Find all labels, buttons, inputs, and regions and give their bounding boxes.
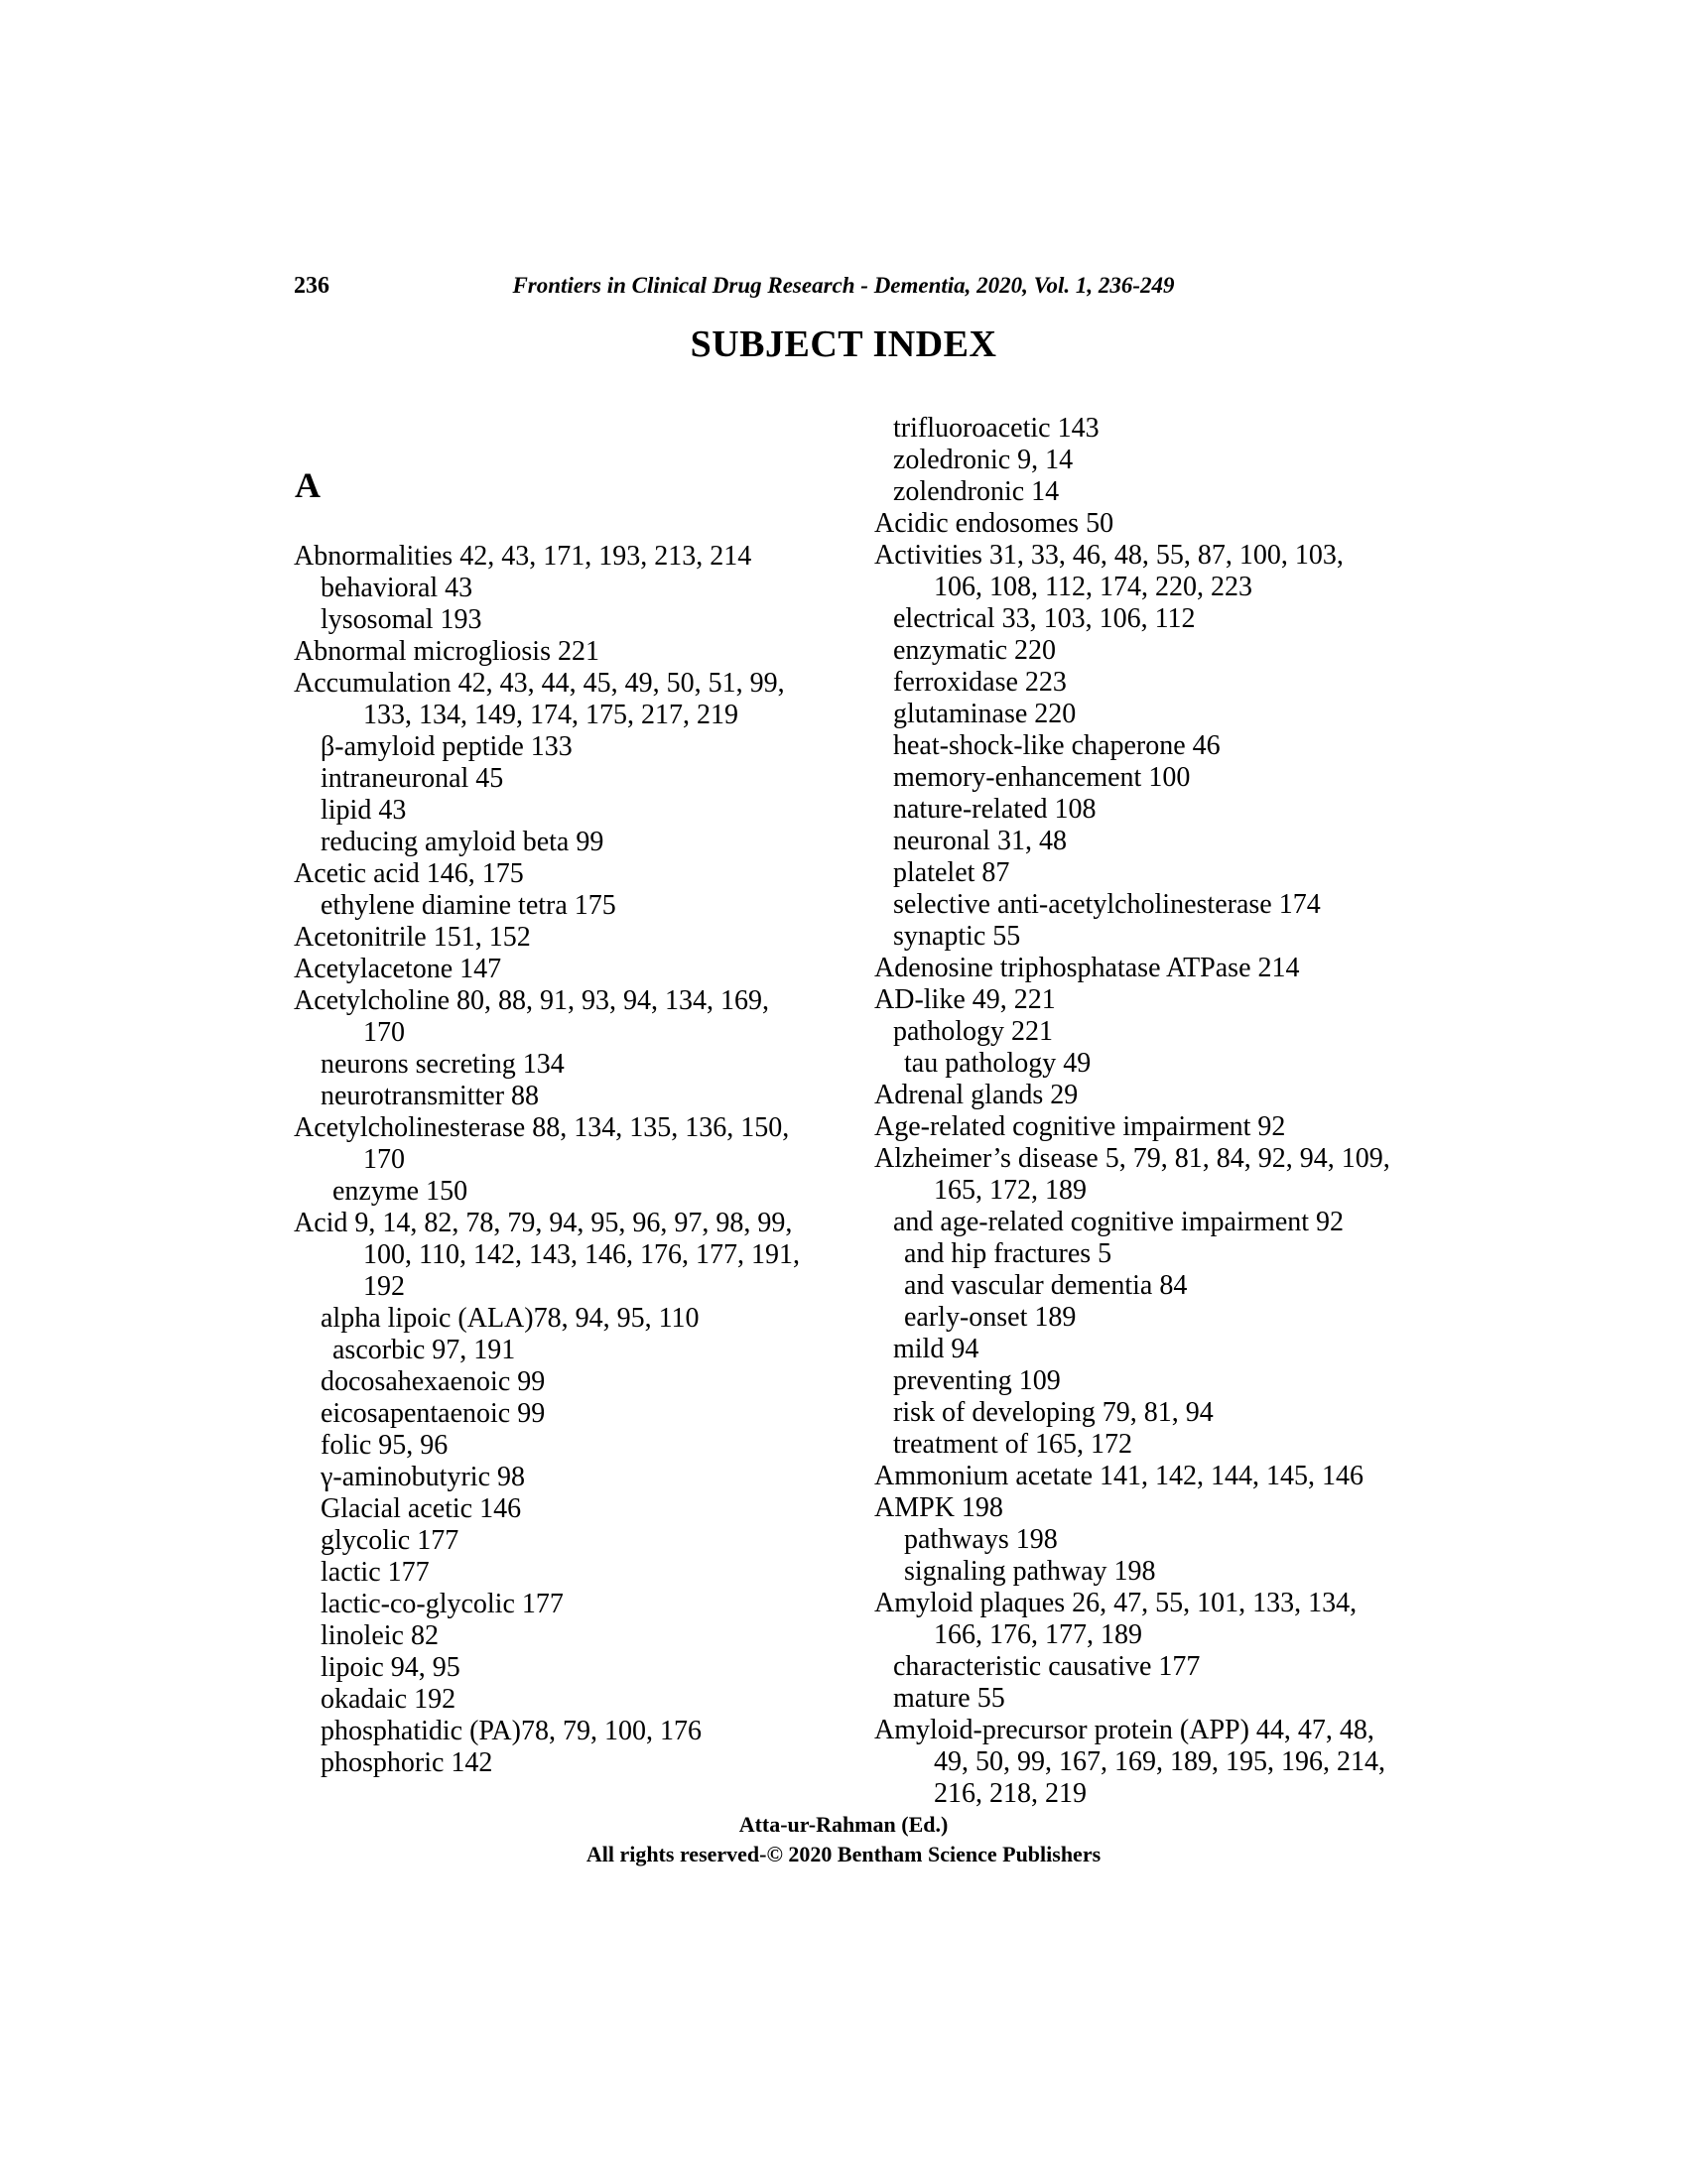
index-column-left — [294, 541, 854, 1779]
index-line: Abnormal microgliosis 221 — [294, 636, 599, 667]
index-line: Acetonitrile 151, 152 — [294, 922, 531, 953]
index-line: and vascular dementia 84 — [904, 1270, 1188, 1301]
index-line: selective anti-acetylcholinesterase 174 — [893, 889, 1321, 920]
index-line: β-amyloid peptide 133 — [321, 731, 573, 762]
index-line: trifluoroacetic 143 — [893, 413, 1100, 444]
index-line: pathways 198 — [904, 1524, 1058, 1555]
index-line: synaptic 55 — [893, 921, 1021, 952]
index-line: Acidic endosomes 50 — [874, 508, 1114, 539]
index-line: signaling pathway 198 — [904, 1556, 1156, 1587]
index-line: Amyloid plaques 26, 47, 55, 101, 133, 134, — [874, 1588, 1358, 1618]
page-title: SUBJECT INDEX — [690, 323, 997, 365]
index-line: memory-enhancement 100 — [893, 762, 1191, 793]
index-line: Acetylacetone 147 — [294, 954, 502, 984]
index-line: phosphatidic (PA)78, 79, 100, 176 — [321, 1716, 702, 1746]
index-line: Adenosine triphosphatase ATPase 214 — [874, 953, 1300, 983]
index-line: enzyme 150 — [332, 1176, 468, 1207]
index-line: Abnormalities 42, 43, 171, 193, 213, 214 — [294, 541, 752, 572]
index-line: 170 — [363, 1017, 405, 1048]
index-line: linoleic 82 — [321, 1620, 439, 1651]
index-line: alpha lipoic (ALA)78, 94, 95, 110 — [321, 1303, 700, 1334]
index-line: tau pathology 49 — [904, 1048, 1092, 1079]
page-header — [294, 272, 1393, 304]
index-line: mild 94 — [893, 1334, 979, 1364]
index-line: okadaic 192 — [321, 1684, 456, 1715]
index-line: preventing 109 — [893, 1365, 1061, 1396]
index-line: phosphoric 142 — [321, 1747, 493, 1778]
index-line: 49, 50, 99, 167, 169, 189, 195, 196, 214, — [934, 1746, 1385, 1777]
index-line: lactic-co-glycolic 177 — [321, 1589, 564, 1619]
index-line: platelet 87 — [893, 857, 1010, 888]
index-line: Alzheimer’s disease 5, 79, 81, 84, 92, 94, 109, — [874, 1143, 1390, 1174]
index-line: intraneuronal 45 — [321, 763, 504, 794]
index-line: Acid 9, 14, 82, 78, 79, 94, 95, 96, 97, 98, 99, — [294, 1208, 793, 1238]
index-line: eicosapentaenoic 99 — [321, 1398, 546, 1429]
index-line: 216, 218, 219 — [934, 1778, 1087, 1809]
footer-editor-line: Atta-ur-Rahman (Ed.) — [738, 1812, 949, 1837]
index-line: treatment of 165, 172 — [893, 1429, 1133, 1460]
section-letter: A — [295, 465, 321, 505]
index-line: neurons secreting 134 — [321, 1049, 565, 1080]
index-line: 170 — [363, 1144, 405, 1175]
index-line: γ-aminobutyric 98 — [321, 1462, 525, 1492]
index-line: zolendronic 14 — [893, 476, 1060, 507]
index-line: AD-like 49, 221 — [874, 984, 1056, 1015]
index-line: Acetylcholinesterase 88, 134, 135, 136, 150, — [294, 1112, 790, 1143]
index-line: folic 95, 96 — [321, 1430, 449, 1461]
index-line: 166, 176, 177, 189 — [934, 1619, 1142, 1650]
index-line: lipoic 94, 95 — [321, 1652, 460, 1683]
index-column-right — [874, 413, 1435, 1810]
running-title: Frontiers in Clinical Drug Research - Dementia, 2020, Vol. 1, 236-249 — [512, 273, 1175, 298]
index-line: risk of developing 79, 81, 94 — [893, 1397, 1214, 1428]
index-line: lysosomal 193 — [321, 604, 482, 635]
index-line: early-onset 189 — [904, 1302, 1077, 1333]
index-line: 133, 134, 149, 174, 175, 217, 219 — [363, 700, 738, 730]
index-line: Accumulation 42, 43, 44, 45, 49, 50, 51, 99, — [294, 668, 785, 699]
index-line: Ammonium acetate 141, 142, 144, 145, 146 — [874, 1461, 1364, 1491]
index-line: reducing amyloid beta 99 — [321, 827, 604, 857]
index-line: glycolic 177 — [321, 1525, 459, 1556]
index-line: heat-shock-like chaperone 46 — [893, 730, 1221, 761]
index-line: Acetic acid 146, 175 — [294, 858, 524, 889]
index-line: Adrenal glands 29 — [874, 1080, 1079, 1110]
index-line: neuronal 31, 48 — [893, 826, 1067, 856]
index-line: neurotransmitter 88 — [321, 1081, 540, 1111]
index-line: Glacial acetic 146 — [321, 1493, 522, 1524]
index-line: ferroxidase 223 — [893, 667, 1067, 698]
index-line: characteristic causative 177 — [893, 1651, 1201, 1682]
index-line: lipid 43 — [321, 795, 407, 826]
index-line: 100, 110, 142, 143, 146, 176, 177, 191, — [363, 1239, 800, 1270]
index-line: electrical 33, 103, 106, 112 — [893, 603, 1196, 634]
index-line: lactic 177 — [321, 1557, 430, 1588]
index-line: behavioral 43 — [321, 573, 473, 603]
page-number: 236 — [294, 273, 329, 299]
index-line: and hip fractures 5 — [904, 1238, 1112, 1269]
index-line: AMPK 198 — [874, 1492, 1003, 1523]
index-line: and age-related cognitive impairment 92 — [893, 1207, 1345, 1237]
footer-copyright-line: All rights reserved-© 2020 Bentham Science Publishers — [585, 1842, 1102, 1866]
index-line: zoledronic 9, 14 — [893, 445, 1074, 475]
index-line: Amyloid-precursor protein (APP) 44, 47, 48, — [874, 1715, 1374, 1745]
index-line: pathology 221 — [893, 1016, 1053, 1047]
index-line: ethylene diamine tetra 175 — [321, 890, 616, 921]
index-line: Age-related cognitive impairment 92 — [874, 1111, 1286, 1142]
index-line: 165, 172, 189 — [934, 1175, 1087, 1206]
index-line: Acetylcholine 80, 88, 91, 93, 94, 134, 169, — [294, 985, 770, 1016]
page-footer — [294, 1810, 1393, 1869]
index-line: mature 55 — [893, 1683, 1005, 1714]
index-line: nature-related 108 — [893, 794, 1097, 825]
index-line: 106, 108, 112, 174, 220, 223 — [934, 572, 1252, 602]
index-line: enzymatic 220 — [893, 635, 1057, 666]
index-line: 192 — [363, 1271, 405, 1302]
index-line: ascorbic 97, 191 — [332, 1335, 516, 1365]
index-line: glutaminase 220 — [893, 699, 1077, 729]
index-line: docosahexaenoic 99 — [321, 1366, 546, 1397]
index-line: Activities 31, 33, 46, 48, 55, 87, 100, 103, — [874, 540, 1344, 571]
